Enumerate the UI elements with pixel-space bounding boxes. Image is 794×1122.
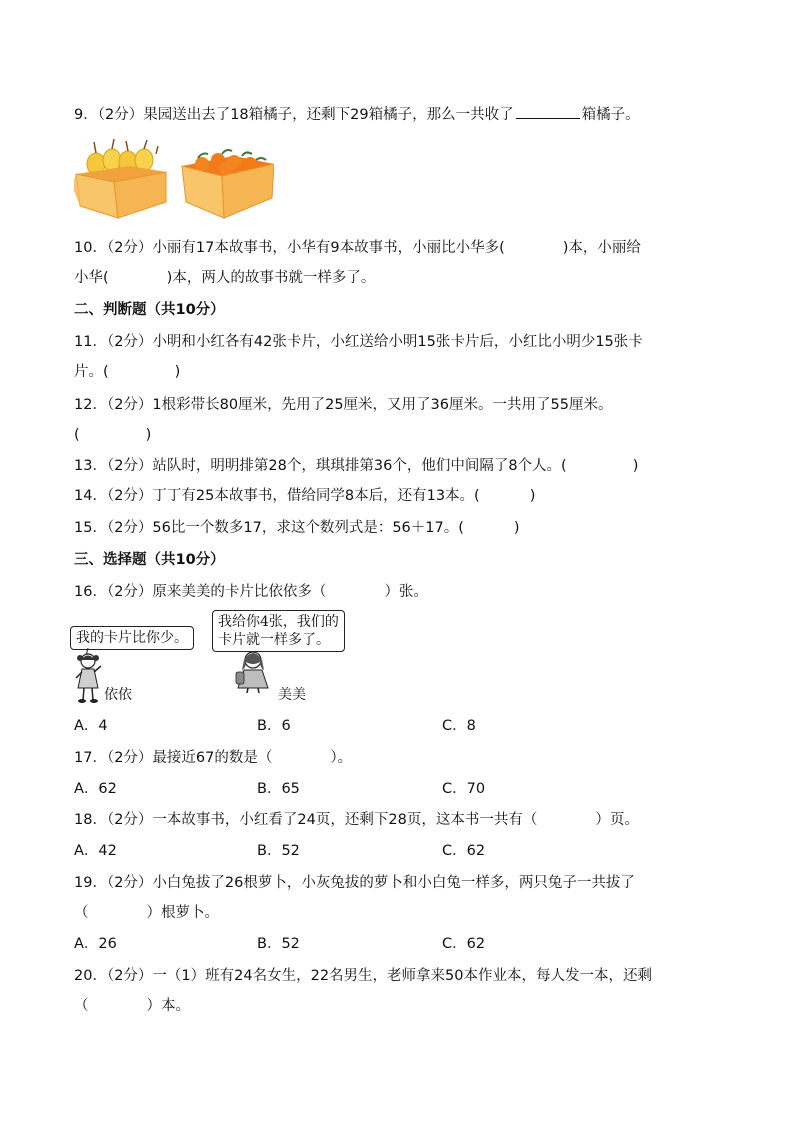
- question-14-text: 14．（2分）丁丁有25本故事书，借给同学8本后，还有13本。(: [74, 488, 480, 504]
- section-heading-choice: 三、选择题（共10分）: [74, 552, 225, 568]
- question-13-text: 13．（2分）站队时，明明排第28个，琪琪排第36个，他们中间隔了8个人。(: [74, 458, 567, 474]
- question-15: [74, 518, 520, 538]
- question-15-text: 15．（2分）56比一个数多17，求这个数列式是：56＋17。(: [74, 520, 464, 536]
- question-18-text: 18．（2分）一本故事书，小红看了24页，还剩下28页，这本书一共有（: [74, 812, 538, 828]
- name-yiyi: 依依: [104, 687, 132, 703]
- question-12-paren-open: (: [74, 427, 80, 443]
- question-19-paren-open: （: [74, 905, 89, 921]
- question-20-text-end: ）本。: [146, 998, 190, 1014]
- fruit-boxes-illustration: [74, 136, 274, 222]
- q16-option-b[interactable]: B．6: [257, 718, 291, 734]
- q17-option-a[interactable]: A．62: [74, 781, 117, 797]
- question-9-text: 9．（2分）果园送出去了18箱橘子，还剩下29箱橘子，那么一共收了: [74, 107, 514, 123]
- question-15-paren: ): [513, 520, 520, 536]
- speech-bubble-meimei-line1: 我给你4张，我们的: [218, 614, 339, 630]
- question-11-line2: [74, 362, 180, 382]
- q18-option-a[interactable]: A．42: [74, 843, 117, 859]
- pear-box-icon: [74, 139, 166, 218]
- question-14: [74, 486, 535, 506]
- question-20-line2: [74, 996, 190, 1016]
- question-17-text-end: ）。: [330, 750, 353, 766]
- question-20-paren-open: （: [74, 998, 89, 1014]
- question-9-text-end: 箱橘子。: [581, 107, 640, 123]
- question-13: [74, 456, 638, 476]
- section-heading-judgement: 二、判断题（共10分）: [74, 302, 225, 318]
- q16-option-a[interactable]: A．4: [74, 718, 108, 734]
- question-11-paren: ): [174, 364, 181, 380]
- question-10-text-4: )本，两人的故事书就一样多了。: [166, 270, 376, 286]
- question-12-line1: 12．（2分）1根彩带长80厘米，先用了25厘米，又用了36厘米。一共用了55厘米。: [74, 397, 613, 413]
- question-12-paren-close: ): [145, 427, 152, 443]
- question-12-line2: [74, 425, 151, 445]
- speech-bubble-yiyi: [70, 626, 194, 650]
- q17-option-c[interactable]: C．70: [442, 781, 486, 797]
- girl-yiyi-icon: [74, 648, 104, 704]
- question-16: [74, 582, 428, 602]
- speech-bubble-yiyi-text: 我的卡片比你少。: [76, 630, 188, 646]
- question-13-paren: ): [632, 458, 639, 474]
- question-18-text-end: ）页。: [595, 812, 639, 828]
- q18-option-c[interactable]: C．62: [442, 843, 486, 859]
- question-18: [74, 810, 639, 830]
- answer-blank-9[interactable]: [516, 104, 580, 119]
- q18-option-b[interactable]: B．52: [257, 843, 300, 859]
- girl-meimei-icon: [232, 650, 274, 694]
- question-9: [74, 104, 640, 125]
- question-17: [74, 748, 352, 768]
- question-19-text-end: ）根萝卜。: [146, 905, 219, 921]
- q19-option-c[interactable]: C．62: [442, 936, 486, 952]
- q17-option-b[interactable]: B．65: [257, 781, 300, 797]
- question-19-line2: [74, 903, 219, 923]
- name-meimei: 美美: [278, 687, 306, 703]
- question-10-text-3: 小华(: [74, 270, 109, 286]
- q19-option-b[interactable]: B．52: [257, 936, 300, 952]
- question-17-text: 17．（2分）最接近67的数是（: [74, 750, 273, 766]
- orange-box-icon: [182, 150, 274, 218]
- question-16-text-end: ）张。: [384, 584, 428, 600]
- question-11-line1: 11．（2分）小明和小红各有42张卡片，小红送给小明15张卡片后，小红比小明少15张卡: [74, 334, 643, 350]
- speech-bubble-meimei: [212, 610, 345, 652]
- question-20-line1: 20．（2分）一（1）班有24名女生，22名男生，老师拿来50本作业本，每人发一本，还剩: [74, 968, 653, 984]
- question-10-text-2: )本，小丽给: [562, 240, 641, 256]
- question-10-text: 10．（2分）小丽有17本故事书，小华有9本故事书，小丽比小华多(: [74, 240, 505, 256]
- speech-bubble-meimei-line2: 卡片就一样多了。: [218, 632, 330, 648]
- question-11-text: 片。(: [74, 364, 109, 380]
- question-14-paren: ): [529, 488, 536, 504]
- question-16-text: 16．（2分）原来美美的卡片比依依多（: [74, 584, 327, 600]
- question-10-line2: [74, 268, 375, 288]
- question-19-line1: 19．（2分）小白兔拔了26根萝卜，小灰兔拔的萝卜和小白兔一样多，两只兔子一共拔了: [74, 875, 635, 891]
- q19-option-a[interactable]: A．26: [74, 936, 117, 952]
- q16-option-c[interactable]: C．8: [442, 718, 476, 734]
- question-10-line1: [74, 238, 641, 258]
